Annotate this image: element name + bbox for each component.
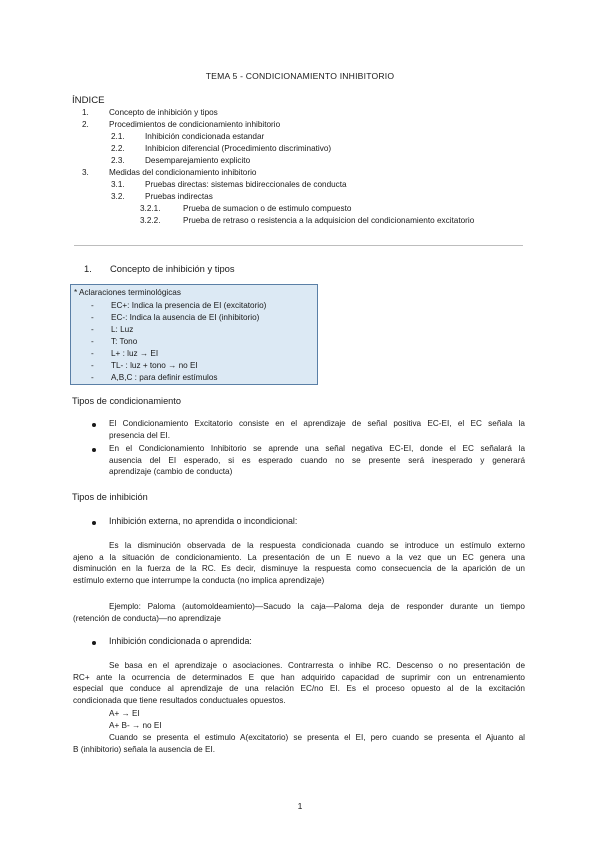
text-line: RC+ ante la ocurrencia de determinados E que han adquirido capacidad de suprimir con un entrenamiento (73, 672, 525, 682)
dash-marker: - (91, 301, 94, 310)
index-item: Desemparejamiento explicito (145, 156, 251, 165)
final-paragraph (73, 732, 525, 755)
text-line: estímulo externo que interrumpe la conducta (no implica aprendizaje) (73, 575, 325, 585)
text-line: Cuando se presenta el estimulo A(excitatorio) se presenta el EI, pero cuando se presenta el Ajuanto al (109, 733, 525, 742)
index-item-num: 2. (82, 120, 89, 129)
terminology-item (71, 337, 317, 349)
bullet-paragraph (109, 443, 525, 478)
index-item-num: 3. (82, 168, 89, 177)
terminology-text: A,B,C : para definir estímulos (111, 373, 218, 382)
conditioned-inhibition-label: Inhibición condicionada o aprendida: (109, 636, 252, 646)
terminology-item (71, 349, 317, 361)
terminology-title: * Aclaraciones terminológicas (74, 288, 181, 297)
bullet-icon (92, 641, 96, 645)
terminology-text: T: Tono (111, 337, 138, 346)
text-line: En el Condicionamiento Inhibitorio se aprende una señal negativa EC-EI, donde el EC señalará la (109, 444, 525, 453)
index-item-num: 3.2. (111, 192, 125, 201)
text-line: Se basa en el aprendizaje o asociaciones. Contrarresta o inhibe RC. Descenso o no presentación de (109, 661, 525, 670)
dash-marker: - (91, 361, 94, 370)
terminology-item (71, 313, 317, 325)
terminology-text: EC-: Indica la ausencia de EI (inhibitorio) (111, 313, 260, 322)
index-item: Inhibicion diferencial (Procedimiento discriminativo) (145, 144, 332, 153)
index-item-num: 2.1. (111, 132, 125, 141)
index-item-num: 3.2.1. (140, 204, 161, 213)
terminology-box (70, 284, 318, 385)
index-item-num: 1. (82, 108, 89, 117)
index-item: Pruebas indirectas (145, 192, 213, 201)
section-heading (84, 263, 235, 274)
terminology-item (71, 325, 317, 337)
text-line: presencia del EI. (109, 430, 170, 440)
terminology-text: L+ : luz → EI (111, 349, 159, 358)
conditioned-inhibition-paragraph (73, 660, 525, 706)
text-line: (retención de conducta)—no aprendizaje (73, 613, 221, 623)
bullet-icon (92, 521, 96, 525)
section-title: Concepto de inhibición y tipos (110, 263, 235, 274)
dash-marker: - (91, 325, 94, 334)
page-title: TEMA 5 - CONDICIONAMIENTO INHIBITORIO (205, 71, 395, 81)
bullet-icon (92, 423, 96, 427)
subsection-heading: Tipos de inhibición (72, 492, 148, 502)
page-number: 1 (297, 801, 303, 811)
dash-marker: - (91, 313, 94, 322)
external-inhibition-paragraph (73, 540, 525, 586)
dash-marker: - (91, 337, 94, 346)
text-line: condicionada que tiene resultados conductuales opuestos. (73, 695, 286, 705)
dash-marker: - (91, 373, 94, 382)
index-item: Prueba de sumacion o de estimulo compuesto (183, 204, 352, 213)
index-item: Procedimientos de condicionamiento inhibitorio (109, 120, 281, 129)
text-line: ajeno a la situación de condicionamiento. La presentación de un E nuevo a la vez que un EC genera una (73, 552, 525, 562)
index-item: Concepto de inhibición y tipos (109, 108, 218, 117)
text-line: Ejemplo: Paloma (automoldeamiento)—Sacudo la caja—Paloma deja de responder durante un tiempo (109, 602, 525, 611)
index-item: Prueba de retraso o resistencia a la adquisicion del condicionamiento excitatorio (183, 216, 475, 225)
horizontal-divider (74, 245, 523, 246)
terminology-item (71, 361, 317, 373)
index-item: Inhibición condicionada estandar (145, 132, 265, 141)
bullet-icon (92, 448, 96, 452)
text-line: disminución en la fuerza de la RC. Es decir, disminuye la respuesta como consecuencia de la aparición de un (73, 564, 525, 574)
formula-excitatory: A+ → EI (109, 709, 140, 718)
terminology-text: L: Luz (111, 325, 134, 334)
text-line: Es la disminución observada de la respuesta condicionada cuando se introduce un estímulo externo (109, 541, 525, 550)
example-paragraph (73, 601, 525, 624)
terminology-item (71, 373, 317, 385)
text-line: El Condicionamiento Excitatorio consiste en el aprendizaje de señal positiva EC-EI, el EC señala la (109, 419, 525, 428)
section-number: 1. (84, 263, 92, 274)
terminology-text: EC+: Indica la presencia de EI (excitatorio) (111, 301, 267, 310)
external-inhibition-label: Inhibición externa, no aprendida o incondicional: (109, 516, 298, 526)
index-item-num: 2.2. (111, 144, 125, 153)
bullet-paragraph (109, 418, 525, 441)
text-line: aprendizaje (cambio de conducta) (109, 467, 233, 477)
index-item-num: 3.2.2. (140, 216, 161, 225)
terminology-item (71, 301, 317, 313)
index-heading: ÍNDICE (72, 95, 105, 106)
text-line: B (inhibitorio) señala la ausencia de EI. (73, 744, 215, 754)
index-item: Pruebas directas: sistemas bidireccionales de conducta (145, 180, 347, 189)
text-line: ausencia del EI esperado, si es esperado cuando no se presente será inesperado y generará (109, 455, 525, 465)
index-item-num: 2.3. (111, 156, 125, 165)
formula-inhibitory: A+ B- → no EI (109, 721, 162, 730)
subsection-heading: Tipos de condicionamiento (72, 396, 181, 406)
dash-marker: - (91, 349, 94, 358)
index-item: Medidas del condicionamiento inhibitorio (109, 168, 257, 177)
index-item-num: 3.1. (111, 180, 125, 189)
terminology-text: TL- : luz + tono → no EI (111, 361, 198, 370)
text-line: especial que conduce al aprendizaje de una relación EC/no EI. Es el proceso opuesto al de la excitación (73, 684, 525, 694)
